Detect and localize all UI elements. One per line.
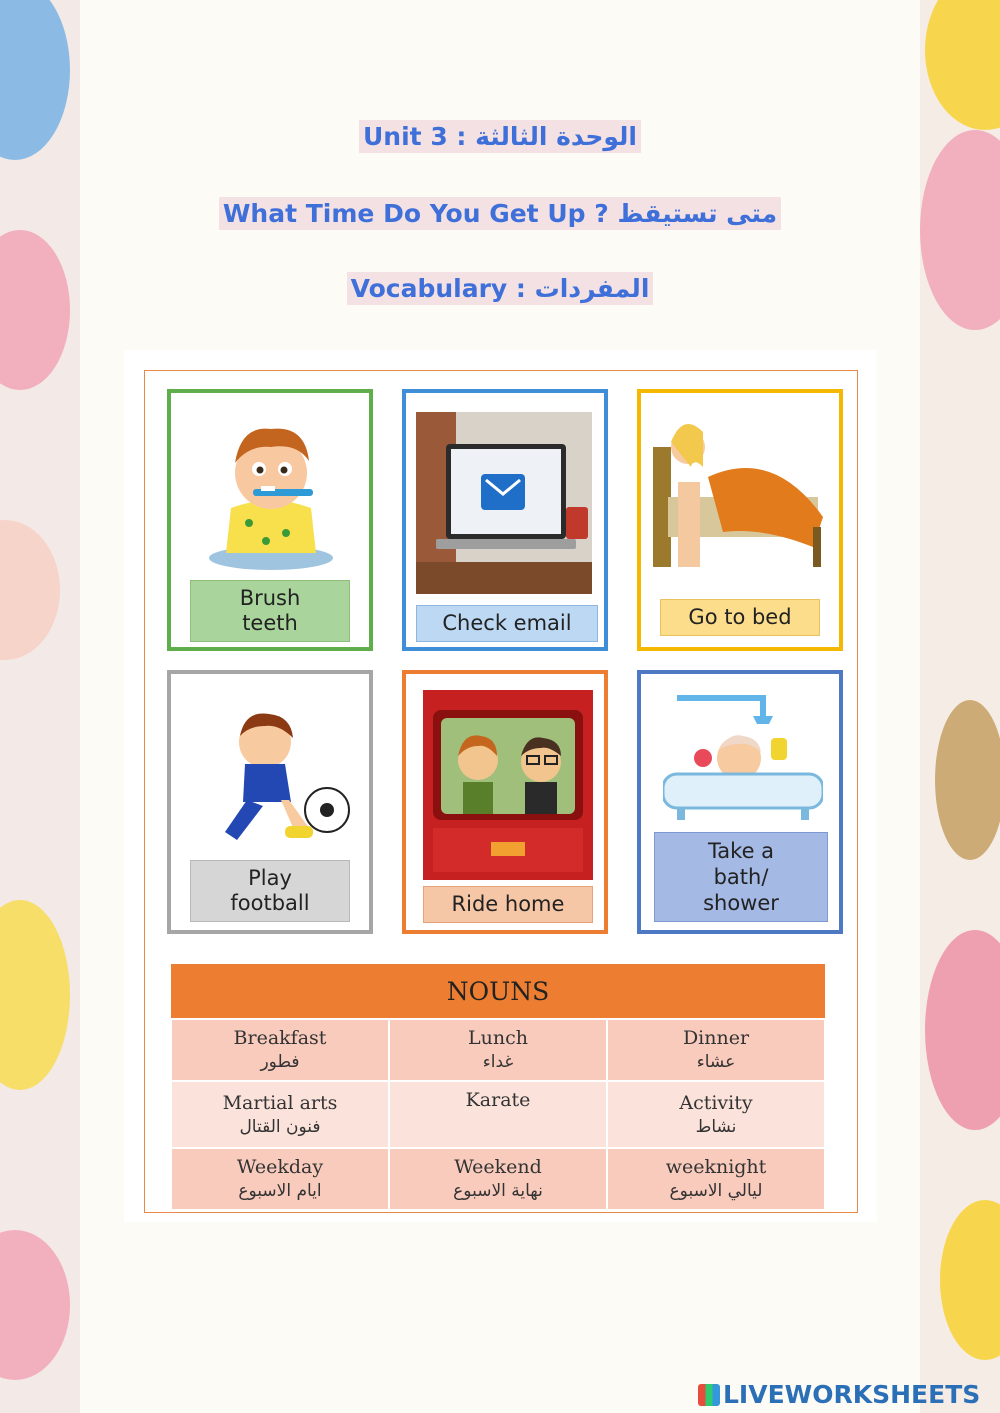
check-email-photo [416, 412, 592, 594]
card-ride-home [402, 670, 608, 934]
table-row [171, 1148, 825, 1210]
noun-cell: Lunch غداء [389, 1019, 607, 1081]
nouns-title: NOUNS [171, 964, 825, 1019]
go-to-bed-illustration [653, 407, 831, 577]
noun-cell: Weekend نهاية الاسبوع [389, 1148, 607, 1210]
ride-home-illustration [423, 690, 593, 880]
card-label: Brush teeth [190, 580, 350, 642]
card-check-email [402, 389, 608, 651]
noun-cell: Dinner عشاء [607, 1019, 825, 1081]
noun-cell: Activity نشاط [607, 1081, 825, 1148]
play-football-illustration [185, 702, 357, 852]
table-row [171, 1019, 825, 1081]
noun-cell: Weekday ايام الاسبوع [171, 1148, 389, 1210]
brush-teeth-illustration [201, 413, 341, 573]
nouns-table [170, 964, 826, 1211]
liveworksheets-logo-icon [698, 1384, 720, 1406]
noun-cell: Martial arts فنون القتال [171, 1081, 389, 1148]
card-play-football [167, 670, 373, 934]
card-go-to-bed [637, 389, 843, 651]
card-label: Check email [416, 605, 598, 642]
vocabulary-heading: Vocabulary : المفردات [0, 274, 1000, 303]
card-label: Take a bath/ shower [654, 832, 828, 922]
lesson-title: What Time Do You Get Up ? متى تستيقظ [0, 199, 1000, 228]
noun-cell: weeknight ليالي الاسبوع [607, 1148, 825, 1210]
card-brush-teeth [167, 389, 373, 651]
card-take-a-bath [637, 670, 843, 934]
liveworksheets-logo[interactable]: LIVEWORKSHEETS [698, 1380, 980, 1409]
noun-cell: Breakfast فطور [171, 1019, 389, 1081]
table-row [171, 1081, 825, 1148]
card-label: Ride home [423, 886, 593, 923]
card-label: Go to bed [660, 599, 820, 636]
card-label: Play football [190, 860, 350, 922]
bath-illustration [663, 688, 823, 826]
unit-title: Unit 3 : الوحدة الثالثة [0, 122, 1000, 151]
noun-cell: Karate [389, 1081, 607, 1148]
